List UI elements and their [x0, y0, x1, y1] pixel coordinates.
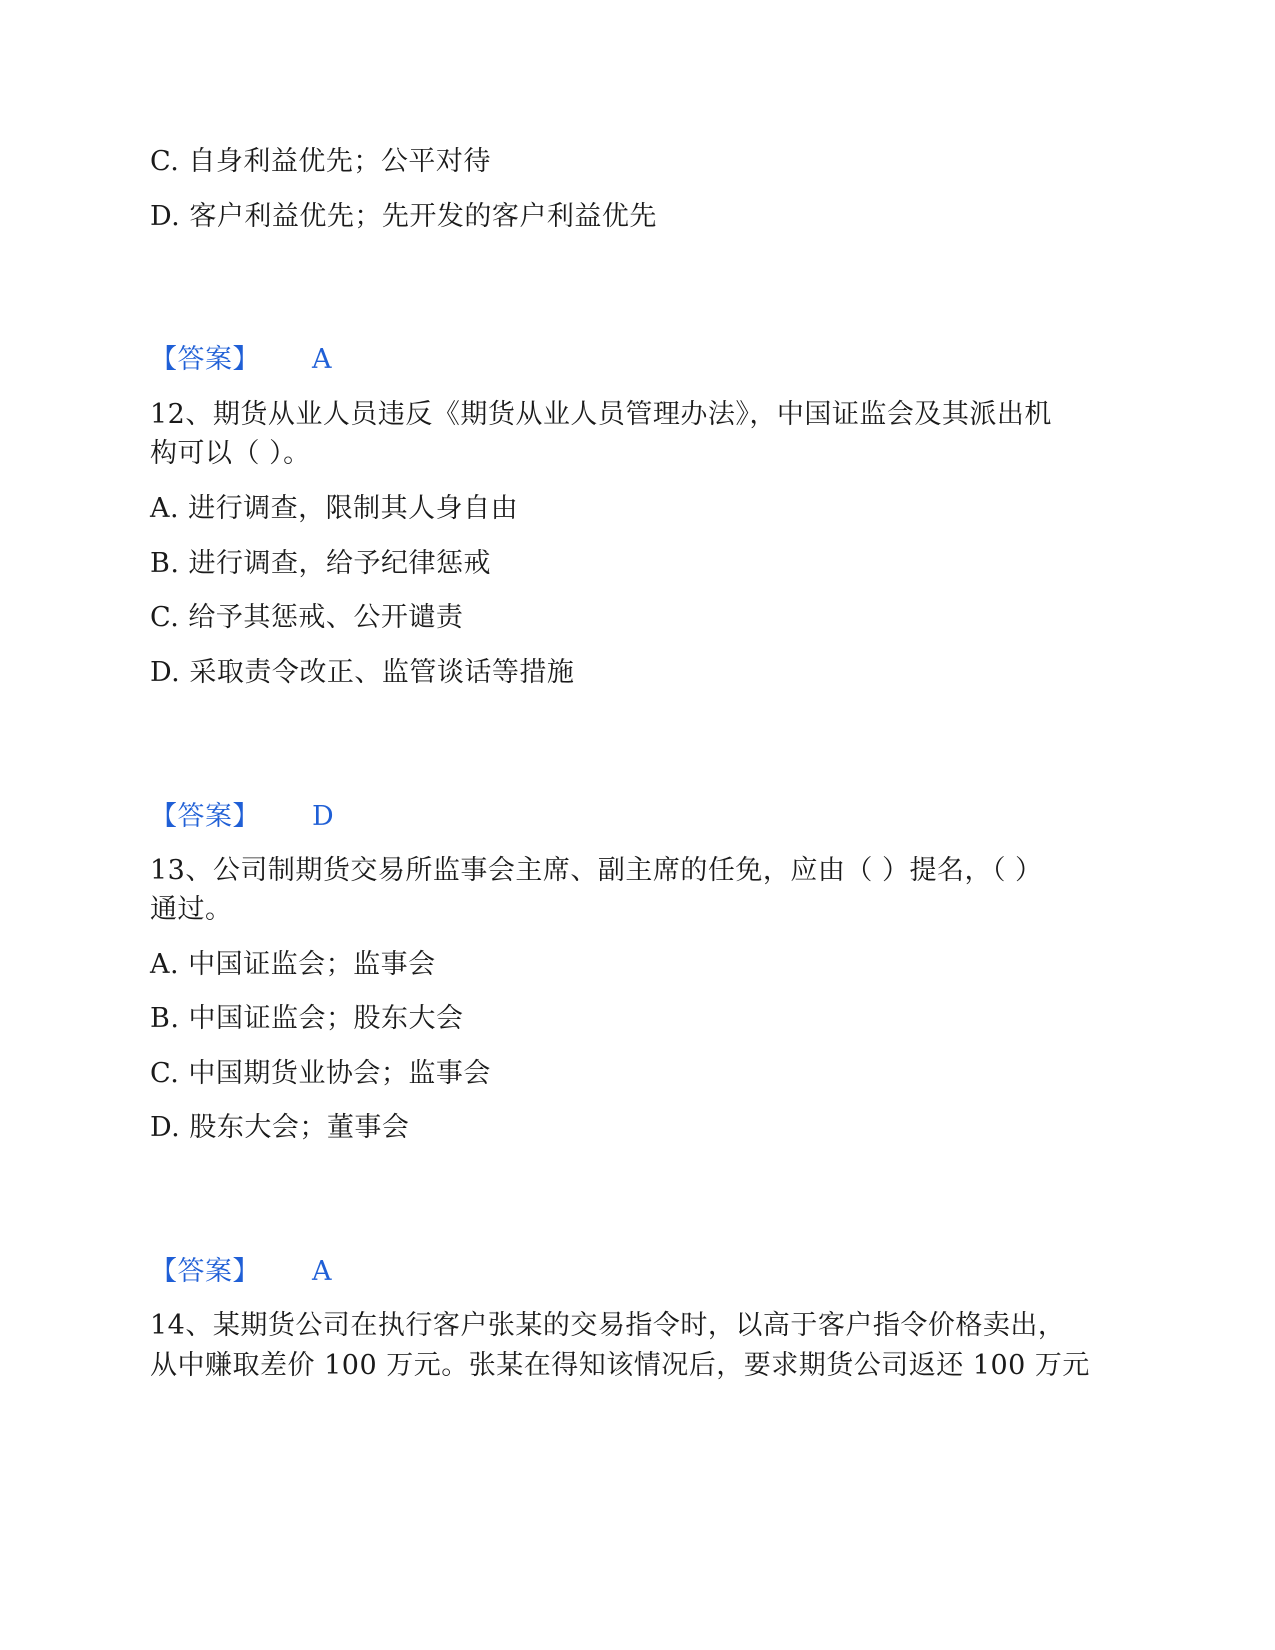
answer-value: D — [312, 801, 335, 832]
q12-option-a: A. 进行调查，限制其人身自由 — [150, 493, 519, 524]
q11-option-c: C. 自身利益优先；公平对待 — [150, 146, 491, 177]
q12-stem-line1: 12、期货从业人员违反《期货从业人员管理办法》，中国证监会及其派出机 — [150, 399, 1052, 430]
q14-stem-line1: 14、某期货公司在执行客户张某的交易指令时，以高于客户指令价格卖出， — [150, 1310, 1066, 1341]
answer-label: 【答案】 — [150, 801, 260, 832]
q14-stem-line2: 从中赚取差价 100 万元。张某在得知该情况后，要求期货公司返还 100 万元 — [150, 1350, 1090, 1381]
answer-value: A — [312, 344, 332, 375]
q13-option-b: B. 中国证监会；股东大会 — [150, 1003, 464, 1034]
answer-label: 【答案】 — [150, 344, 260, 375]
q11-option-d: D. 客户利益优先；先开发的客户利益优先 — [150, 201, 657, 232]
q12-option-d: D. 采取责令改正、监管谈话等措施 — [150, 657, 575, 688]
q13-option-c: C. 中国期货业协会；监事会 — [150, 1058, 491, 1089]
q11-answer — [150, 339, 1110, 381]
q12-answer — [150, 796, 1110, 838]
q13-answer — [150, 1251, 1110, 1293]
answer-label: 【答案】 — [150, 1256, 260, 1287]
q13-stem-line1: 13、公司制期货交易所监事会主席、副主席的任免，应由（ ）提名，（ ） — [150, 855, 1043, 886]
q12-option-b: B. 进行调查，给予纪律惩戒 — [150, 548, 492, 579]
q12-stem-line2: 构可以（ ）。 — [150, 438, 311, 469]
answer-value: A — [312, 1256, 332, 1287]
q12-option-c: C. 给予其惩戒、公开谴责 — [150, 602, 464, 633]
q13-option-a: A. 中国证监会；监事会 — [150, 949, 436, 980]
q13-option-d: D. 股东大会；董事会 — [150, 1112, 410, 1143]
q13-stem-line2: 通过。 — [150, 894, 233, 925]
